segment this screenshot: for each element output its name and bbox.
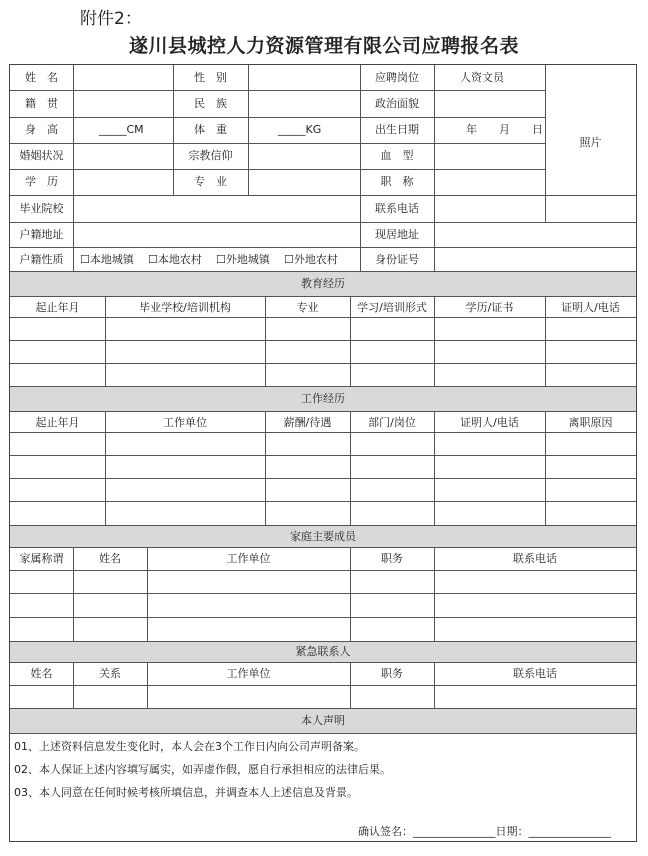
grid-line xyxy=(10,195,636,196)
grid-line xyxy=(10,708,636,709)
grid-line xyxy=(10,222,636,223)
hukou-option-local-urban[interactable]: ☐本地城镇 xyxy=(80,253,134,266)
graduate-school-label: 毕业院校 xyxy=(19,202,64,215)
grid-line xyxy=(10,685,636,686)
work-header-referee: 证明人/电话 xyxy=(460,416,519,429)
grid-line xyxy=(10,296,636,297)
family-header-name: 姓名 xyxy=(99,552,121,565)
edu-header-study-form: 学习/培训形式 xyxy=(357,301,427,314)
weight-label: 体 重 xyxy=(194,123,227,136)
ethnicity-label: 民 族 xyxy=(194,97,227,110)
emergency-header-job: 职务 xyxy=(381,667,403,680)
edu-header-certificate: 学历/证书 xyxy=(465,301,514,314)
edu-header-referee: 证明人/电话 xyxy=(561,301,620,314)
family-header-phone: 联系电话 xyxy=(513,552,557,565)
major-label: 专 业 xyxy=(194,175,227,188)
emergency-header-relation: 关系 xyxy=(99,667,121,680)
birth-date-label: 出生日期 xyxy=(375,123,419,136)
position-value[interactable]: 人资文员 xyxy=(460,71,504,84)
grid-line xyxy=(434,65,435,271)
emergency-header-employer: 工作单位 xyxy=(226,667,271,680)
application-form xyxy=(9,64,637,842)
family-section-title: 家庭主要成员 xyxy=(290,530,356,543)
form-title: 遂川县城控人力资源管理有限公司应聘报名表 xyxy=(128,35,519,57)
blood-type-label: 血 型 xyxy=(380,149,414,162)
declaration-item-1: 01、上述资料信息发生变化时，本人会在3个工作日内向公司声明备案。 xyxy=(14,740,365,753)
family-header-employer: 工作单位 xyxy=(226,552,271,565)
declaration-item-3: 03、本人同意在任何时候考核所填信息，并调查本人上述信息及背景。 xyxy=(14,786,358,799)
grid-line xyxy=(10,501,636,502)
grid-line xyxy=(10,478,636,479)
marital-status-label: 婚姻状况 xyxy=(19,149,64,162)
grid-line xyxy=(10,593,636,594)
weight-field[interactable]: _____KG xyxy=(278,123,322,136)
photo-box[interactable]: 照片 xyxy=(579,136,602,149)
height-field[interactable]: _____CM xyxy=(99,123,144,136)
grid-line xyxy=(10,143,545,144)
gender-label: 性 别 xyxy=(194,71,227,84)
edu-header-school: 毕业学校/培训机构 xyxy=(139,301,231,314)
grid-line xyxy=(10,169,545,170)
professional-title-label: 职 称 xyxy=(380,175,414,188)
native-place-label: 籍 贯 xyxy=(25,97,58,110)
family-header-job: 职务 xyxy=(381,552,403,565)
hukou-type-label: 户籍性质 xyxy=(19,253,64,266)
family-header-relation: 家属称谓 xyxy=(19,552,64,565)
education-section-title: 教育经历 xyxy=(301,277,345,290)
political-status-label: 政治面貌 xyxy=(375,97,419,110)
work-header-department: 部门/岗位 xyxy=(368,416,416,429)
grid-line xyxy=(10,247,636,248)
name-label: 姓 名 xyxy=(25,71,58,84)
grid-line xyxy=(10,432,636,433)
emergency-section-title: 紧急联系人 xyxy=(295,645,351,658)
grid-line xyxy=(10,733,636,734)
edu-header-major: 专业 xyxy=(296,301,319,314)
grid-line xyxy=(10,386,636,387)
height-label: 身 高 xyxy=(25,123,58,136)
grid-line xyxy=(10,90,545,91)
attachment-label: 附件2： xyxy=(80,9,142,29)
contact-phone-label: 联系电话 xyxy=(375,202,419,215)
emergency-header-name: 姓名 xyxy=(30,667,53,680)
declaration-item-2: 02、本人保证上述内容填写属实，如弄虚作假，愿自行承担相应的法律后果。 xyxy=(14,763,391,776)
grid-line xyxy=(10,411,636,412)
hukou-option-other-urban[interactable]: ☐外地城镇 xyxy=(216,253,270,266)
current-address-label: 现居地址 xyxy=(375,228,419,241)
grid-line xyxy=(10,317,636,318)
hukou-option-other-rural[interactable]: ☐外地农村 xyxy=(284,253,338,266)
work-header-salary: 薪酬/待遇 xyxy=(283,416,332,429)
grid-line xyxy=(10,271,636,272)
grid-line xyxy=(10,617,636,618)
work-header-period: 起止年月 xyxy=(35,416,80,429)
grid-line xyxy=(10,455,636,456)
position-label: 应聘岗位 xyxy=(375,71,419,84)
grid-line xyxy=(10,662,636,663)
education-level-label: 学 历 xyxy=(25,175,58,188)
grid-line xyxy=(10,641,636,642)
grid-line xyxy=(248,65,249,195)
declaration-section-title: 本人声明 xyxy=(301,714,345,727)
grid-line xyxy=(10,340,636,341)
grid-line xyxy=(10,570,636,571)
religion-label: 宗教信仰 xyxy=(188,149,233,162)
hukou-address-label: 户籍地址 xyxy=(19,228,64,241)
hukou-option-local-rural[interactable]: ☐本地农村 xyxy=(148,253,202,266)
grid-line xyxy=(10,547,636,548)
work-section-title: 工作经历 xyxy=(301,392,345,405)
signature-date-line[interactable]: 确认签名：_______________日期：_______________ xyxy=(358,825,611,838)
grid-line xyxy=(10,117,545,118)
edu-header-period: 起止年月 xyxy=(35,301,80,314)
grid-line xyxy=(10,363,636,364)
id-number-label: 身份证号 xyxy=(375,253,419,266)
birth-date-field[interactable]: 年 月 日 xyxy=(466,123,543,136)
grid-line xyxy=(10,525,636,526)
grid-line xyxy=(73,65,74,271)
emergency-header-phone: 联系电话 xyxy=(513,667,557,680)
work-header-leave-reason: 离职原因 xyxy=(568,416,613,429)
work-header-employer: 工作单位 xyxy=(163,416,207,429)
